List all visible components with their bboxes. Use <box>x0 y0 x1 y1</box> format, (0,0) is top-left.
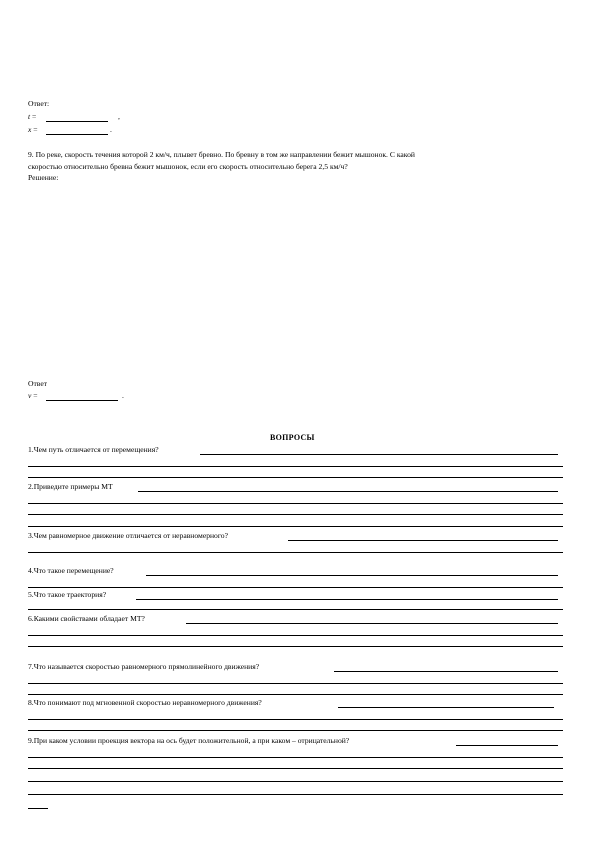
answer-line[interactable] <box>28 719 563 720</box>
answer-line[interactable] <box>28 757 563 758</box>
answer-line[interactable] <box>28 646 563 647</box>
answer-line[interactable] <box>28 503 563 504</box>
answer-line[interactable] <box>186 623 558 624</box>
answer-line[interactable] <box>200 454 558 455</box>
answer-line[interactable] <box>338 707 554 708</box>
answer-v-blank[interactable] <box>46 400 118 401</box>
answer-line[interactable] <box>138 491 558 492</box>
answer-label: Ответ: <box>28 99 50 108</box>
answer-line[interactable] <box>28 635 563 636</box>
answer-line[interactable] <box>28 683 563 684</box>
questions-title: ВОПРОСЫ <box>270 433 315 442</box>
answer-line[interactable] <box>28 514 563 515</box>
question-4: 4.Что такое перемещение? <box>28 566 114 575</box>
answer-line[interactable] <box>28 477 563 478</box>
comma: , <box>118 112 120 121</box>
answer-line[interactable] <box>28 730 563 731</box>
question-1: 1.Чем путь отличается от перемещения? <box>28 445 159 454</box>
answer-t-row <box>28 113 36 122</box>
answer-line[interactable] <box>136 599 558 600</box>
equals-sign: = <box>33 391 38 400</box>
v-variable: v <box>28 391 32 400</box>
x-variable: x <box>28 125 32 134</box>
answer-line[interactable] <box>146 575 558 576</box>
answer-line[interactable] <box>288 540 558 541</box>
answer-line[interactable] <box>456 745 558 746</box>
answer-line[interactable] <box>28 609 563 610</box>
question-6: 6.Какими свойствами обладает МТ? <box>28 614 145 623</box>
question-8: 8.Что понимают под мгновенной скоростью неравномерного движения? <box>28 698 262 707</box>
solution-label: Решение: <box>28 173 59 182</box>
answer-t-blank[interactable] <box>46 121 108 122</box>
answer-line[interactable] <box>28 526 563 527</box>
footnote-separator <box>28 808 48 809</box>
period: . <box>110 125 112 134</box>
answer-line[interactable] <box>28 466 563 467</box>
t-variable: t <box>28 112 31 121</box>
question-5: 5.Что такое траектория? <box>28 590 107 599</box>
answer-line[interactable] <box>28 587 563 588</box>
answer-label-2: Ответ <box>28 379 48 388</box>
problem-9-line-1: 9. По реке, скорость течения которой 2 км/ч, плывет бревно. По бревну в том же направлении бежит мышонок. С какой <box>28 150 415 159</box>
answer-line[interactable] <box>334 671 558 672</box>
answer-line[interactable] <box>28 694 563 695</box>
answer-v-row <box>28 392 38 401</box>
answer-x-blank[interactable] <box>46 134 108 135</box>
answer-line[interactable] <box>28 781 563 782</box>
problem-9-line-2: скоростью относительно бревна бежит мышонок, если его скорость относительно берега 2,5 км/ч? <box>28 162 348 171</box>
period: . <box>122 391 124 400</box>
question-3: 3.Чем равномерное движение отличается от неравномерного? <box>28 531 228 540</box>
question-2: 2.Приведите примеры МТ <box>28 482 113 491</box>
question-7: 7.Что называется скоростью равномерного прямолинейного движения? <box>28 662 260 671</box>
equals-sign: = <box>33 125 38 134</box>
answer-line[interactable] <box>28 768 563 769</box>
question-9: 9.При каком условии проекция вектора на ось будет положительной, а при каком – отрицательной? <box>28 736 350 745</box>
answer-line[interactable] <box>28 552 563 553</box>
equals-sign: = <box>32 112 37 121</box>
answer-x-row <box>28 126 38 135</box>
answer-line[interactable] <box>28 794 563 795</box>
